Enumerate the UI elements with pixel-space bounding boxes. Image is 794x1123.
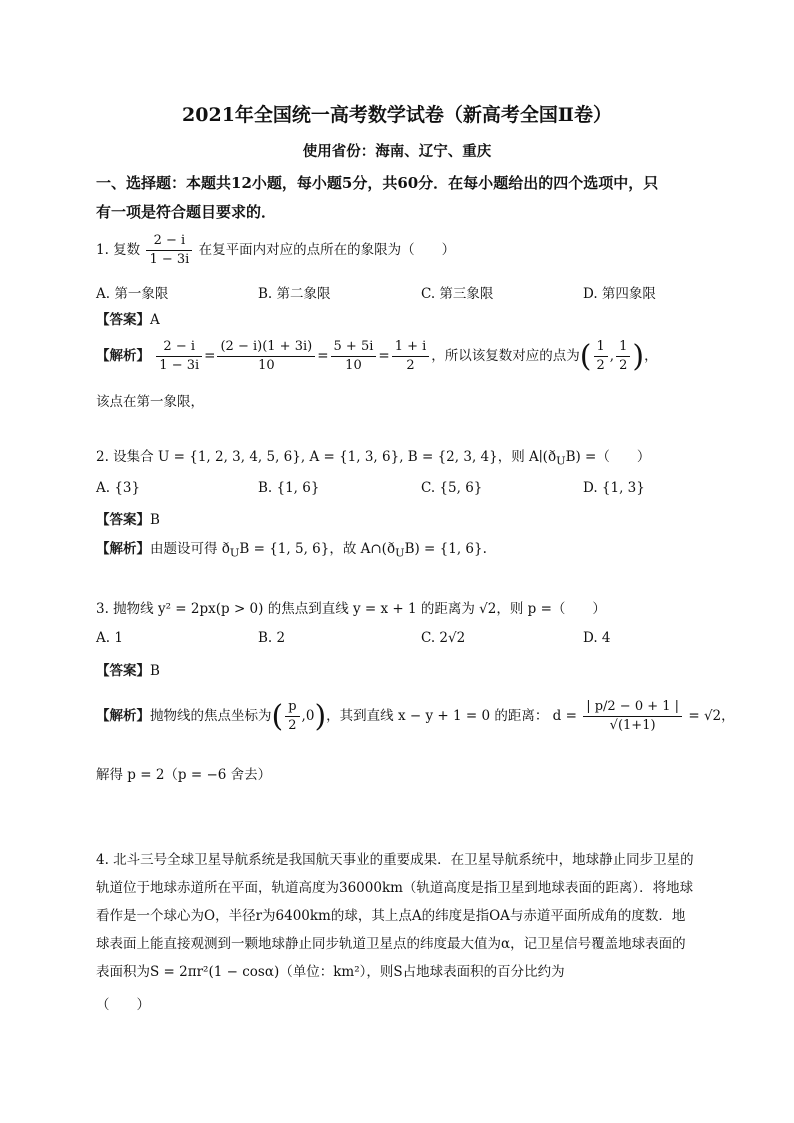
q2-answer (96, 508, 160, 528)
fraction-numerator: | p/2 − 0 + 1 | (583, 698, 682, 717)
fraction-denominator: 10 (258, 358, 275, 373)
q3-solution: 【解析】抛物线的焦点坐标为( $\frac{p}{2}$ ,0)，其到直线 x − y + 1 = 0 的距离： d = $\frac{| p/2 - 0 + 1 |}{√(1+1)}$ = √2， (96, 699, 735, 734)
section-heading-line2: 有一项是符合题目要求的． (96, 203, 277, 221)
solution-fraction-3 (331, 338, 377, 375)
q2-solution (96, 537, 487, 560)
q1-solution: 【解析】 $\frac{2 - i}{1 - 3i}$ = $\frac{(2 - i)(1 + 3i)}{10}$ = $\frac{5 + 5i}{10}$ = $\frac{1 + i}{2}$ ，所以该复数对应的点为( $\frac{1}{2}$ , $\frac{1}{2}$ )， (96, 339, 658, 374)
q3-option-b: B. 2 (258, 630, 286, 646)
q3-answer (96, 659, 160, 679)
question-1 (96, 232, 455, 269)
fraction-denominator: 1 − 3i (159, 358, 200, 373)
fraction-denominator: 1 − 3i (149, 252, 190, 267)
question-2-text-end: B) =（ ） (565, 449, 651, 465)
fraction-numerator: 5 + 5i (331, 338, 377, 357)
q3-solution-line2: 解得 p = 2（p = −6 舍去） (96, 767, 272, 783)
solution-fraction-2 (217, 338, 315, 375)
q1-solution-line2: 该点在第一象限， (96, 394, 204, 410)
q1-answer-value: A (150, 312, 160, 328)
subscript: U (395, 546, 405, 560)
q2-solution-text-3: B) = {1, 6}. (404, 541, 487, 557)
distance-fraction (583, 698, 682, 735)
fraction-denominator: 10 (345, 358, 362, 373)
fraction-denominator: 2 (406, 358, 415, 373)
question-4-paren: （ ） (96, 997, 150, 1013)
subscript: U (229, 546, 240, 560)
fraction-numerator: (2 − i)(1 + 3i) (217, 338, 315, 357)
q3-option-a: A. 1 (96, 630, 123, 646)
page-title: 2021年全国统一高考数学试卷（新高考全国Ⅱ卷） (182, 104, 612, 126)
q1-option-c: C. 第三象限 (421, 286, 494, 302)
q1-option-a: A. 第一象限 (96, 286, 169, 302)
q1-answer (96, 308, 160, 328)
fraction-numerator: 2 − i (156, 338, 202, 357)
q2-option-c: C. {5, 6} (421, 480, 483, 496)
question-1-text: 在复平面内对应的点所在的象限为（ ） (198, 242, 456, 258)
q2-solution-text-2: B = {1, 5, 6}，故 A∩(ð (239, 541, 396, 557)
fraction-denominator: √(1+1) (609, 718, 656, 733)
q2-solution-text: 由题设可得 ð (150, 541, 230, 557)
section-heading-line1: 一、选择题：本题共12小题，每小题5分，共60分．在每小题给出的四个选项中，只 (96, 174, 659, 192)
q2-option-d: D. {1, 3} (583, 480, 645, 496)
fraction-denominator: 2 (288, 718, 297, 733)
q2-answer-value: B (150, 512, 160, 528)
solution-fraction-4 (392, 338, 430, 375)
question-2-text: 2. 设集合 U = {1, 2, 3, 4, 5, 6}, A = {1, 3, 6}, B = {2, 3, 4}，则 A∣(ð (96, 449, 557, 465)
fraction-numerator: 2 − i (146, 232, 192, 251)
q1-option-b: B. 第二象限 (258, 286, 331, 302)
q3-option-c: C. 2√2 (421, 630, 466, 646)
fraction-numerator: 1 + i (392, 338, 430, 357)
page-subtitle: 使用省份：海南、辽宁、重庆 (302, 143, 492, 160)
q3-solution-text-2: ，其到直线 x − y + 1 = 0 的距离： (326, 708, 549, 724)
q3-solution-text: 抛物线的焦点坐标为 (150, 708, 272, 724)
subscript: U (556, 454, 566, 468)
answer-label: 【答案】 (96, 512, 150, 528)
analysis-label: 【解析】 (96, 348, 150, 364)
q3-answer-value: B (150, 663, 160, 679)
answer-label: 【答案】 (96, 663, 150, 679)
fraction-numerator: 1 (594, 338, 608, 357)
fraction-numerator: 1 (616, 338, 630, 357)
q1-option-d: D. 第四象限 (583, 286, 656, 302)
q2-option-b: B. {1, 6} (258, 480, 320, 496)
fraction-numerator: p (285, 698, 299, 717)
question-3: 3. 抛物线 y² = 2px(p > 0) 的焦点到直线 y = x + 1 的距离为 √2，则 p =（ ） (96, 601, 606, 617)
question-1-number: 1. 复数 (96, 242, 141, 258)
distance-label: d = (552, 708, 577, 724)
q3-option-d: D. 4 (583, 630, 611, 646)
analysis-label: 【解析】 (96, 541, 150, 557)
point-x (594, 338, 608, 375)
question-4: 4. 北斗三号全球卫星导航系统是我国航天事业的重要成果．在卫星导航系统中，地球静止同步卫星的轨道位于地球赤道所在平面，轨道高度为36000km（轨道高度是指卫星到地球表面的距离）．将地球看作是一个球心为O，半径r为6400km的球，其上点A的纬度是指OA与赤道平面所成角的度数．地球表面上能直接观测到一颗地球静止同步轨道卫星点的纬度最大值为α，记卫星信号覆盖地球表面的表面积为S = 2πr²(1 − cosα)（单位：km²），则S占地球表面积的百分比约为 (96, 852, 694, 980)
focus-x (285, 698, 299, 735)
question-1-fraction (146, 232, 192, 269)
answer-label: 【答案】 (96, 312, 150, 328)
solution-fraction-1 (156, 338, 202, 375)
distance-result: = √2， (688, 708, 735, 724)
analysis-label: 【解析】 (96, 708, 150, 724)
fraction-denominator: 2 (596, 358, 605, 373)
q1-solution-text: ，所以该复数对应的点为 (431, 348, 580, 364)
q2-option-a: A. {3} (96, 480, 141, 496)
fraction-denominator: 2 (619, 358, 628, 373)
question-2 (96, 445, 650, 468)
point-y (616, 338, 630, 375)
